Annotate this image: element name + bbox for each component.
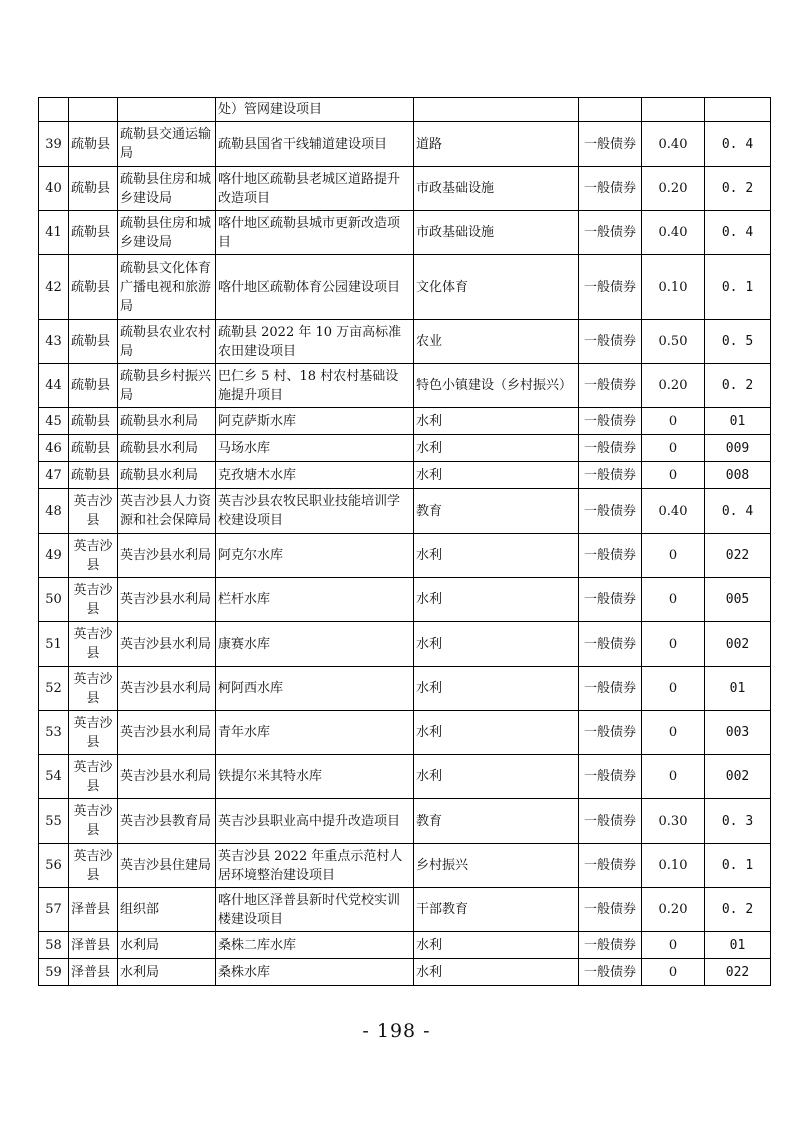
- table-row: [39, 255, 771, 320]
- category-cell: 水利: [414, 667, 579, 711]
- category-cell: 市政基础设施: [414, 211, 579, 255]
- table-row: [39, 667, 771, 711]
- county-cell: 英吉沙县: [69, 622, 118, 667]
- department-cell: 英吉沙县住建局: [118, 844, 216, 888]
- amount-cell-2: 0. 3: [705, 799, 771, 844]
- table-row: [39, 932, 771, 959]
- table-row: [39, 959, 771, 986]
- bond-type-cell: 一般债券: [579, 844, 642, 888]
- county-cell: 疏勒县: [69, 167, 118, 211]
- amount-cell: 0: [642, 755, 705, 799]
- county-cell: 疏勒县: [69, 435, 118, 462]
- bond-type-cell: 一般债券: [579, 122, 642, 167]
- row-number: 45: [39, 408, 69, 435]
- amount-cell: 0.40: [642, 489, 705, 534]
- department-cell: 水利局: [118, 959, 216, 986]
- row-number: 47: [39, 462, 69, 489]
- amount-cell: 0: [642, 622, 705, 667]
- bond-type-cell: 一般债券: [579, 320, 642, 364]
- amount-cell-2: 0. 5: [705, 320, 771, 364]
- row-number: 39: [39, 122, 69, 167]
- department-cell: [118, 98, 216, 122]
- category-cell: 水利: [414, 435, 579, 462]
- amount-cell: 0.30: [642, 799, 705, 844]
- table-row: [39, 211, 771, 255]
- category-cell: 市政基础设施: [414, 167, 579, 211]
- amount-cell: 0.40: [642, 211, 705, 255]
- table-row: [39, 622, 771, 667]
- table-row: [39, 888, 771, 932]
- bond-type-cell: 一般债券: [579, 364, 642, 408]
- county-cell: 泽普县: [69, 932, 118, 959]
- amount-cell-2: 0. 4: [705, 211, 771, 255]
- department-cell: 英吉沙县水利局: [118, 622, 216, 667]
- category-cell: 水利: [414, 755, 579, 799]
- category-cell: 水利: [414, 534, 579, 578]
- project-cell: 英吉沙县 2022 年重点示范村人居环境整治建设项目: [216, 844, 414, 888]
- project-cell: 阿克尔水库: [216, 534, 414, 578]
- table-row: [39, 489, 771, 534]
- row-number: 42: [39, 255, 69, 320]
- amount-cell: 0: [642, 959, 705, 986]
- amount-cell: 0: [642, 932, 705, 959]
- project-cell: 喀什地区疏勒体育公园建设项目: [216, 255, 414, 320]
- category-cell: 农业: [414, 320, 579, 364]
- amount-cell: 0: [642, 408, 705, 435]
- project-cell: 喀什地区疏勒县城市更新改造项目: [216, 211, 414, 255]
- amount-cell-2: 022: [705, 959, 771, 986]
- amount-cell: 0: [642, 534, 705, 578]
- amount-cell-2: 01: [705, 667, 771, 711]
- row-number: [39, 98, 69, 122]
- category-cell: 干部教育: [414, 888, 579, 932]
- department-cell: 英吉沙县水利局: [118, 534, 216, 578]
- table-row: [39, 122, 771, 167]
- row-number: 51: [39, 622, 69, 667]
- amount-cell-2: 003: [705, 711, 771, 755]
- bond-type-cell: 一般债券: [579, 578, 642, 622]
- table-row: [39, 435, 771, 462]
- bond-type-cell: 一般债券: [579, 435, 642, 462]
- bond-type-cell: 一般债券: [579, 255, 642, 320]
- county-cell: 英吉沙县: [69, 578, 118, 622]
- county-cell: 疏勒县: [69, 122, 118, 167]
- category-cell: 乡村振兴: [414, 844, 579, 888]
- amount-cell: 0: [642, 578, 705, 622]
- county-cell: 疏勒县: [69, 462, 118, 489]
- county-cell: 英吉沙县: [69, 799, 118, 844]
- project-cell: 栏杆水库: [216, 578, 414, 622]
- county-cell: 英吉沙县: [69, 711, 118, 755]
- row-number: 52: [39, 667, 69, 711]
- row-number: 40: [39, 167, 69, 211]
- project-cell: 阿克萨斯水库: [216, 408, 414, 435]
- table-row: [39, 320, 771, 364]
- project-cell: 喀什地区疏勒县老城区道路提升改造项目: [216, 167, 414, 211]
- category-cell: 水利: [414, 711, 579, 755]
- department-cell: 疏勒县水利局: [118, 408, 216, 435]
- county-cell: 疏勒县: [69, 211, 118, 255]
- table-row: [39, 98, 771, 122]
- project-cell: 康赛水库: [216, 622, 414, 667]
- amount-cell: 0.50: [642, 320, 705, 364]
- table-row: [39, 534, 771, 578]
- table-row: [39, 844, 771, 888]
- category-cell: 教育: [414, 489, 579, 534]
- bond-type-cell: 一般债券: [579, 667, 642, 711]
- table-row: [39, 408, 771, 435]
- department-cell: 疏勒县文化体育广播电视和旅游局: [118, 255, 216, 320]
- table-row: [39, 462, 771, 489]
- row-number: 57: [39, 888, 69, 932]
- bond-type-cell: 一般债券: [579, 959, 642, 986]
- amount-cell-2: 0. 4: [705, 122, 771, 167]
- county-cell: 英吉沙县: [69, 667, 118, 711]
- table-body: [39, 98, 771, 986]
- row-number: 48: [39, 489, 69, 534]
- bond-type-cell: 一般债券: [579, 888, 642, 932]
- county-cell: 英吉沙县: [69, 489, 118, 534]
- project-cell: 处）管网建设项目: [216, 98, 414, 122]
- project-cell: 喀什地区泽普县新时代党校实训楼建设项目: [216, 888, 414, 932]
- bond-type-cell: 一般债券: [579, 211, 642, 255]
- category-cell: 水利: [414, 578, 579, 622]
- bond-type-cell: 一般债券: [579, 711, 642, 755]
- department-cell: 疏勒县水利局: [118, 435, 216, 462]
- amount-cell: [642, 98, 705, 122]
- table-row: [39, 364, 771, 408]
- category-cell: 水利: [414, 622, 579, 667]
- bond-type-cell: 一般债券: [579, 932, 642, 959]
- amount-cell-2: 008: [705, 462, 771, 489]
- amount-cell: 0.10: [642, 844, 705, 888]
- row-number: 50: [39, 578, 69, 622]
- county-cell: 疏勒县: [69, 408, 118, 435]
- category-cell: 特色小镇建设（乡村振兴）: [414, 364, 579, 408]
- department-cell: 英吉沙县水利局: [118, 711, 216, 755]
- department-cell: 组织部: [118, 888, 216, 932]
- amount-cell: 0.20: [642, 888, 705, 932]
- department-cell: 英吉沙县教育局: [118, 799, 216, 844]
- bond-type-cell: 一般债券: [579, 622, 642, 667]
- county-cell: 疏勒县: [69, 364, 118, 408]
- project-cell: 柯阿西水库: [216, 667, 414, 711]
- amount-cell-2: 0. 4: [705, 489, 771, 534]
- category-cell: 水利: [414, 932, 579, 959]
- row-number: 53: [39, 711, 69, 755]
- amount-cell-2: 01: [705, 408, 771, 435]
- amount-cell-2: 0. 2: [705, 364, 771, 408]
- project-cell: 桑株二库水库: [216, 932, 414, 959]
- bond-type-cell: 一般债券: [579, 534, 642, 578]
- bond-type-cell: 一般债券: [579, 799, 642, 844]
- category-cell: [414, 98, 579, 122]
- table-row: [39, 799, 771, 844]
- amount-cell-2: 022: [705, 534, 771, 578]
- project-cell: 疏勒县国省干线辅道建设项目: [216, 122, 414, 167]
- row-number: 43: [39, 320, 69, 364]
- bond-type-cell: [579, 98, 642, 122]
- department-cell: 英吉沙县人力资源和社会保障局: [118, 489, 216, 534]
- amount-cell-2: 0. 2: [705, 167, 771, 211]
- county-cell: 英吉沙县: [69, 755, 118, 799]
- amount-cell-2: 0. 2: [705, 888, 771, 932]
- department-cell: 英吉沙县水利局: [118, 755, 216, 799]
- bond-type-cell: 一般债券: [579, 462, 642, 489]
- amount-cell: 0.10: [642, 255, 705, 320]
- amount-cell-2: [705, 98, 771, 122]
- project-cell: 英吉沙县职业高中提升改造项目: [216, 799, 414, 844]
- amount-cell-2: 0. 1: [705, 255, 771, 320]
- row-number: 46: [39, 435, 69, 462]
- department-cell: 疏勒县住房和城乡建设局: [118, 167, 216, 211]
- table-row: [39, 711, 771, 755]
- bond-type-cell: 一般债券: [579, 489, 642, 534]
- row-number: 41: [39, 211, 69, 255]
- amount-cell: 0.20: [642, 167, 705, 211]
- row-number: 54: [39, 755, 69, 799]
- category-cell: 水利: [414, 408, 579, 435]
- category-cell: 水利: [414, 959, 579, 986]
- row-number: 56: [39, 844, 69, 888]
- row-number: 59: [39, 959, 69, 986]
- amount-cell-2: 002: [705, 622, 771, 667]
- project-cell: 克孜塘木水库: [216, 462, 414, 489]
- amount-cell-2: 005: [705, 578, 771, 622]
- amount-cell: 0: [642, 667, 705, 711]
- amount-cell-2: 009: [705, 435, 771, 462]
- county-cell: 英吉沙县: [69, 534, 118, 578]
- project-cell: 马场水库: [216, 435, 414, 462]
- row-number: 55: [39, 799, 69, 844]
- category-cell: 道路: [414, 122, 579, 167]
- amount-cell: 0.20: [642, 364, 705, 408]
- amount-cell-2: 002: [705, 755, 771, 799]
- project-cell: 巴仁乡 5 村、18 村农村基础设施提升项目: [216, 364, 414, 408]
- table-row: [39, 755, 771, 799]
- department-cell: 英吉沙县水利局: [118, 578, 216, 622]
- department-cell: 水利局: [118, 932, 216, 959]
- table-row: [39, 167, 771, 211]
- amount-cell: 0: [642, 462, 705, 489]
- amount-cell: 0.40: [642, 122, 705, 167]
- table-row: [39, 578, 771, 622]
- project-cell: 青年水库: [216, 711, 414, 755]
- bond-type-cell: 一般债券: [579, 408, 642, 435]
- department-cell: 疏勒县农业农村局: [118, 320, 216, 364]
- county-cell: 疏勒县: [69, 320, 118, 364]
- department-cell: 疏勒县交通运输局: [118, 122, 216, 167]
- department-cell: 疏勒县乡村振兴局: [118, 364, 216, 408]
- department-cell: 疏勒县水利局: [118, 462, 216, 489]
- department-cell: 疏勒县住房和城乡建设局: [118, 211, 216, 255]
- amount-cell: 0: [642, 435, 705, 462]
- project-cell: 英吉沙县农牧民职业技能培训学校建设项目: [216, 489, 414, 534]
- project-cell: 铁提尔米其特水库: [216, 755, 414, 799]
- county-cell: 疏勒县: [69, 255, 118, 320]
- project-cell: 桑株水库: [216, 959, 414, 986]
- row-number: 58: [39, 932, 69, 959]
- bond-type-cell: 一般债券: [579, 167, 642, 211]
- project-table: [38, 97, 771, 986]
- page-number: - 198 -: [362, 1020, 431, 1042]
- category-cell: 水利: [414, 462, 579, 489]
- category-cell: 文化体育: [414, 255, 579, 320]
- bond-type-cell: 一般债券: [579, 755, 642, 799]
- department-cell: 英吉沙县水利局: [118, 667, 216, 711]
- county-cell: [69, 98, 118, 122]
- county-cell: 英吉沙县: [69, 844, 118, 888]
- amount-cell-2: 0. 1: [705, 844, 771, 888]
- row-number: 49: [39, 534, 69, 578]
- row-number: 44: [39, 364, 69, 408]
- county-cell: 泽普县: [69, 888, 118, 932]
- county-cell: 泽普县: [69, 959, 118, 986]
- category-cell: 教育: [414, 799, 579, 844]
- amount-cell-2: 01: [705, 932, 771, 959]
- project-cell: 疏勒县 2022 年 10 万亩高标准农田建设项目: [216, 320, 414, 364]
- amount-cell: 0: [642, 711, 705, 755]
